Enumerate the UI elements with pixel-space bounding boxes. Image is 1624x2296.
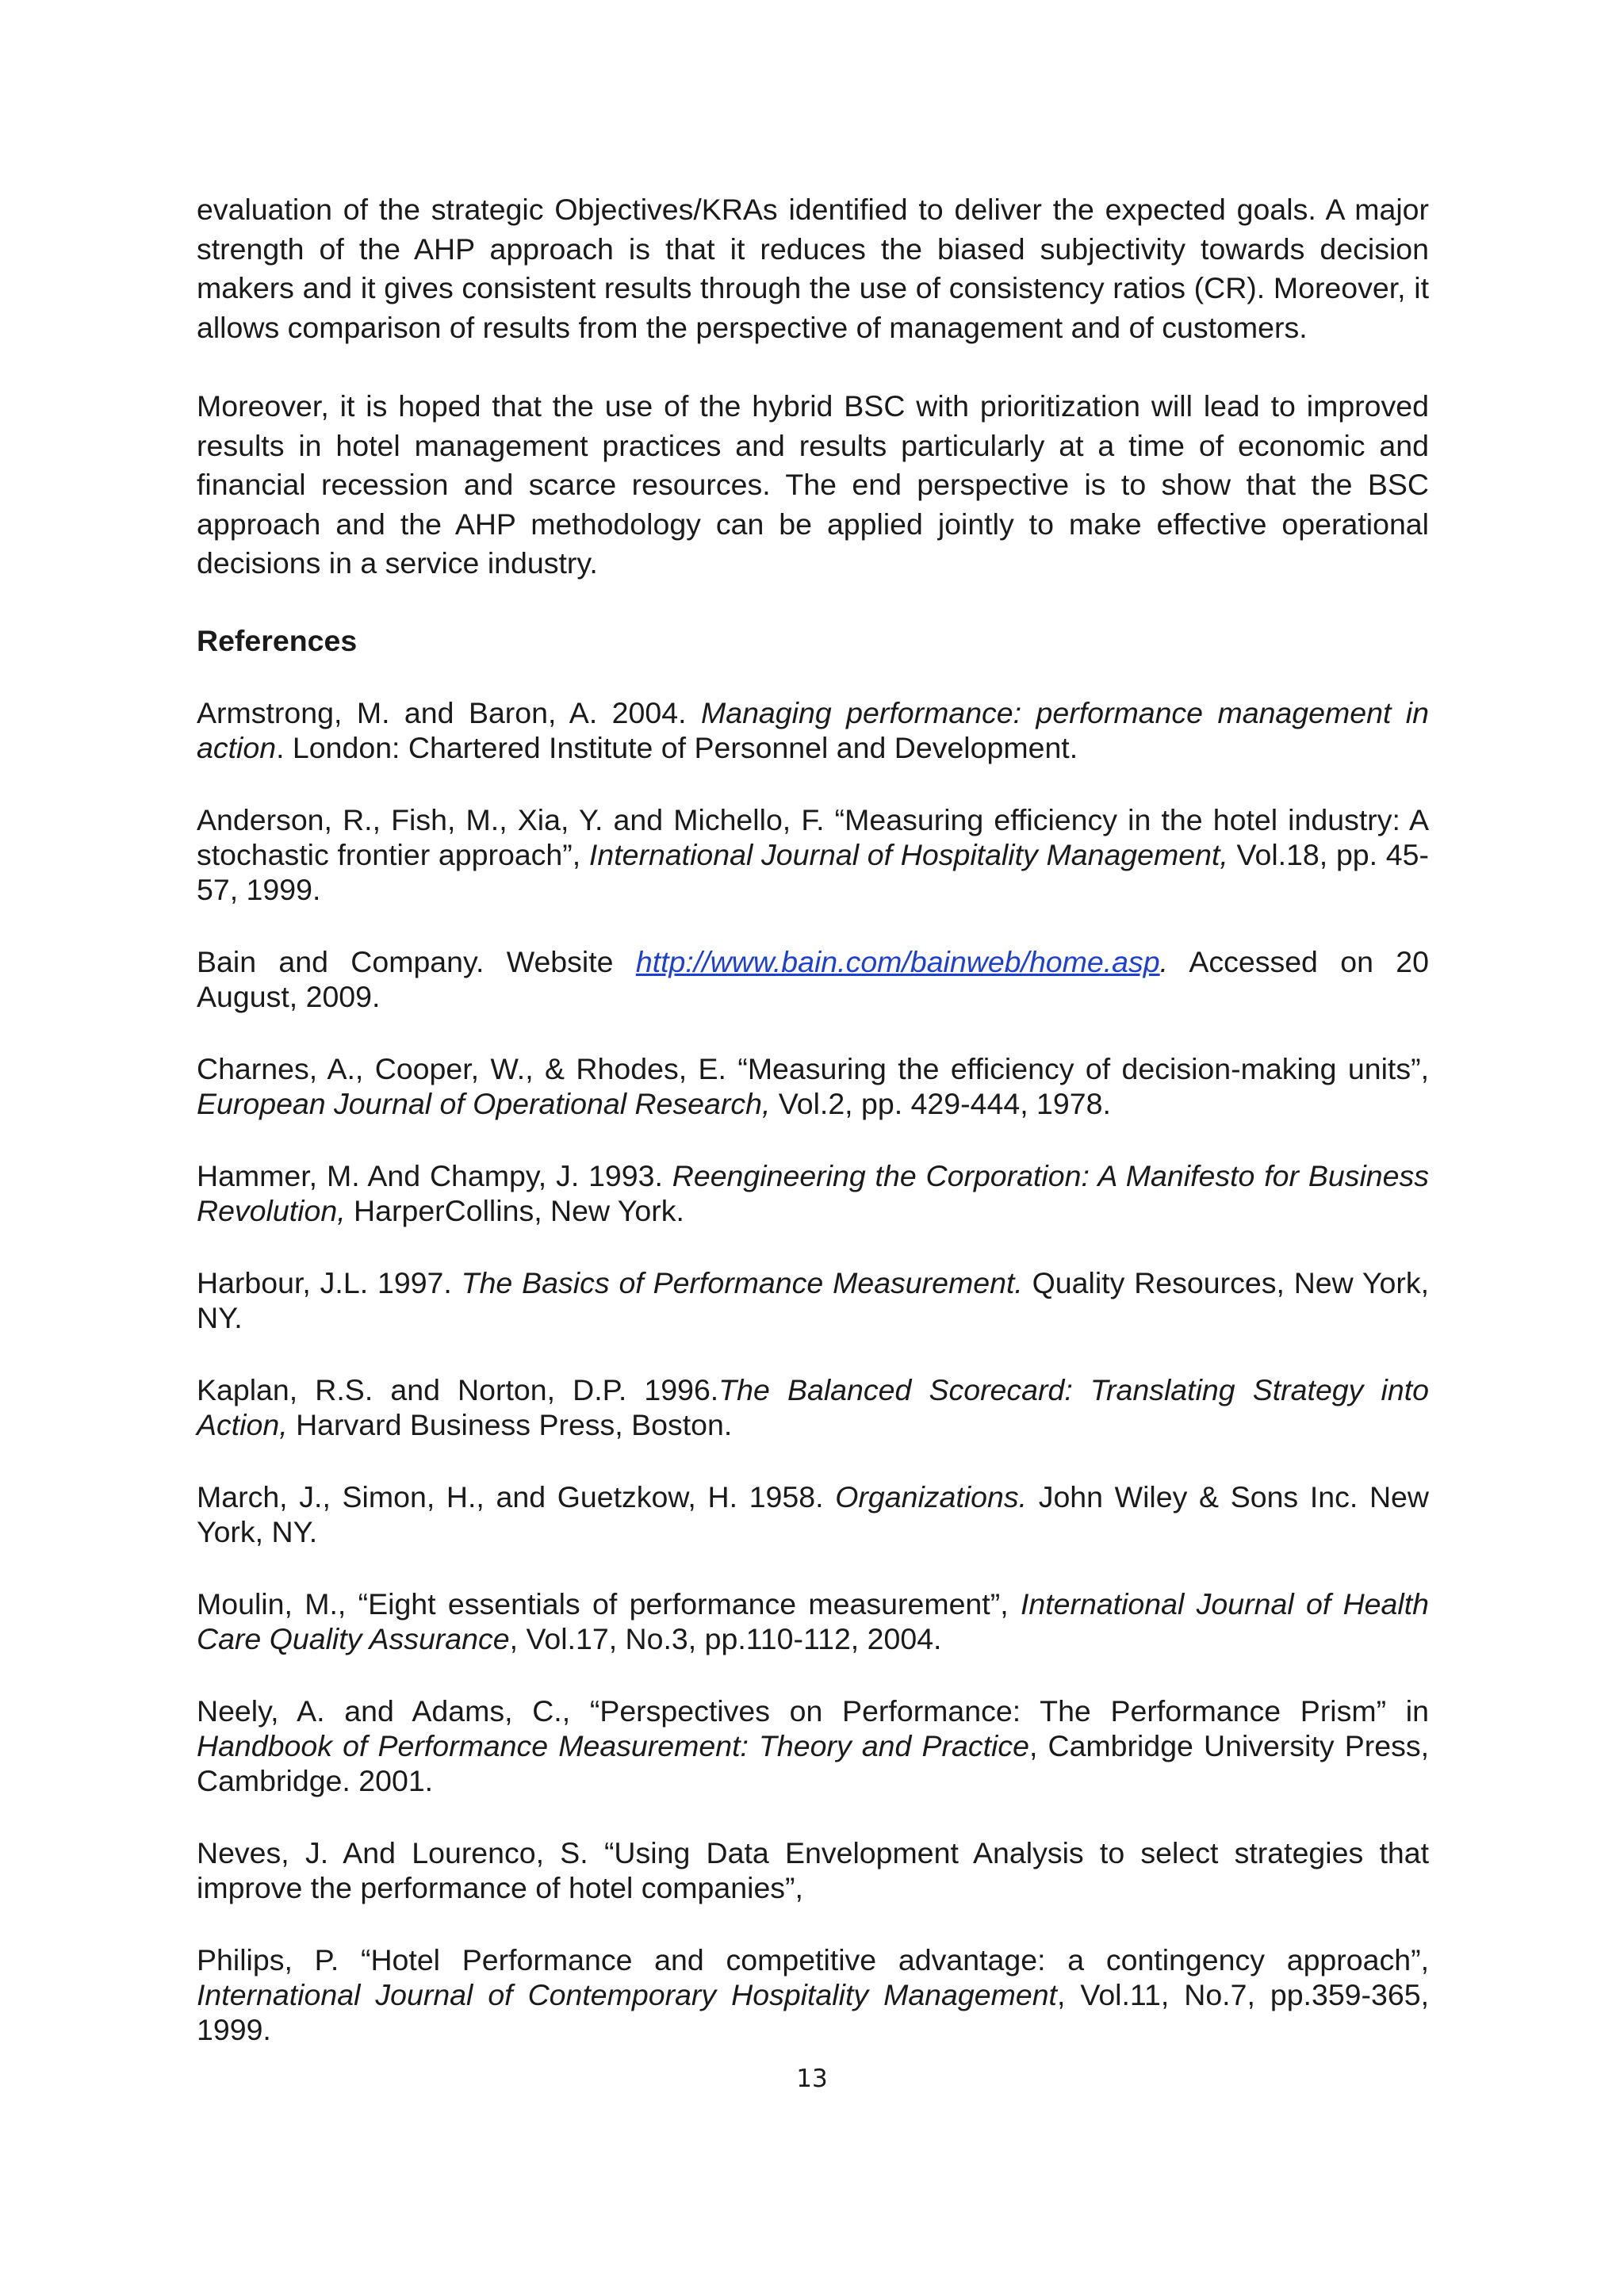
reference-authors: Moulin, M., “Eight essentials of performance measurement”, [197, 1587, 1021, 1621]
reference-authors: Hammer, M. And Champy, J. 1993. [197, 1159, 672, 1192]
reference-publication: HarperCollins, New York. [345, 1194, 684, 1227]
reference-item [197, 1479, 1429, 1549]
reference-item [197, 1586, 1429, 1656]
reference-authors: Bain and Company. Website [197, 945, 636, 978]
body-paragraph: Moreover, it is hoped that the use of the hybrid BSC with prioritization will lead to improved results in hotel management practices and results particularly at a time of economic and financial recession and scarce resources. The end perspective is to show that the BSC approach and the AHP methodology can be applied jointly to make effective operational decisions in a service industry. [197, 389, 1429, 580]
reference-authors: Philips, P. “Hotel Performance and competitive advantage: a contingency approach”, [197, 1943, 1429, 1976]
reference-title: Reengineering the Corporation: A Manifesto for Business Revolution, [197, 1159, 1429, 1227]
reference-authors: Anderson, R., Fish, M., Xia, Y. and Michello, F. “Measuring efficiency in the hotel industry: A stochastic frontier approach”, [197, 803, 1429, 871]
reference-item [197, 1835, 1429, 1905]
reference-item [197, 944, 1429, 1014]
page-number: 13 [796, 2064, 828, 2093]
reference-publication: Vol.2, pp. 429-444, 1978. [770, 1087, 1111, 1120]
reference-item [197, 1693, 1429, 1798]
reference-publication: Quality Resources, New York, NY. [197, 1266, 1429, 1334]
reference-item [197, 1051, 1429, 1121]
document-page [197, 190, 1429, 2084]
reference-publication: , Vol.11, No.7, pp.359-365, 1999. [197, 1978, 1430, 2046]
references-heading: References [197, 623, 358, 657]
reference-item [197, 802, 1429, 907]
reference-authors: Neely, A. and Adams, C., “Perspectives on Performance: The Performance Prism” in [197, 1694, 1429, 1728]
reference-title: International Journal of Contemporary Hospitality Management [197, 1978, 1057, 2011]
reference-item [197, 1265, 1429, 1335]
body-paragraph: evaluation of the strategic Objectives/KRAs identified to deliver the expected goals. A major strength of the AHP approach is that it reduces the biased subjectivity towards decision makers and it gives consistent results through the use of consistency ratios (CR). Moreover, it allows comparison of results from the perspective of management and of customers. [197, 193, 1429, 344]
reference-title: The Balanced Scorecard: Translating Strategy into Action, [197, 1373, 1429, 1441]
reference-item [197, 1942, 1429, 2047]
reference-link[interactable]: http://www.bain.com/bainweb/home.asp [635, 945, 1160, 978]
reference-publication: Harvard Business Press, Boston. [287, 1408, 733, 1441]
reference-publication: Vol.18, pp. 45-57, 1999. [197, 838, 1429, 906]
references-list [197, 695, 1429, 2047]
reference-title: International Journal of Health Care Quality Assurance [197, 1587, 1429, 1655]
reference-authors: March, J., Simon, H., and Guetzkow, H. 1958. [197, 1480, 836, 1513]
reference-title: Managing performance: performance management in action [197, 696, 1429, 764]
reference-publication: John Wiley & Sons Inc. New York, NY. [197, 1480, 1429, 1548]
reference-title: European Journal of Operational Research, [197, 1087, 771, 1120]
reference-authors: Armstrong, M. and Baron, A. 2004. [197, 696, 701, 729]
reference-item [197, 695, 1429, 765]
reference-publication: , Cambridge University Press, Cambridge. 2001. [197, 1729, 1429, 1797]
reference-title: Organizations. [835, 1480, 1028, 1513]
reference-authors: Harbour, J.L. 1997. [197, 1266, 462, 1299]
reference-title: . [1159, 945, 1169, 978]
reference-publication: . London: Chartered Institute of Personnel and Development. [276, 731, 1078, 764]
reference-item [197, 1372, 1429, 1442]
reference-authors: Kaplan, R.S. and Norton, D.P. 1996. [197, 1373, 719, 1406]
reference-item [197, 1158, 1429, 1228]
reference-publication: Accessed on 20 August, 2009. [197, 945, 1429, 1013]
reference-title: The Basics of Performance Measurement. [461, 1266, 1023, 1299]
reference-publication: , Vol.17, No.3, pp.110-112, 2004. [509, 1622, 942, 1655]
reference-authors: Charnes, A., Cooper, W., & Rhodes, E. “Measuring the efficiency of decision-making units”, [197, 1052, 1429, 1085]
reference-title: Handbook of Performance Measurement: Theory and Practice [197, 1729, 1029, 1762]
reference-authors: Neves, J. And Lourenco, S. “Using Data Envelopment Analysis to select strategies that improve the performance of hotel companies”, [197, 1836, 1429, 1904]
reference-title: International Journal of Hospitality Management, [588, 838, 1228, 871]
